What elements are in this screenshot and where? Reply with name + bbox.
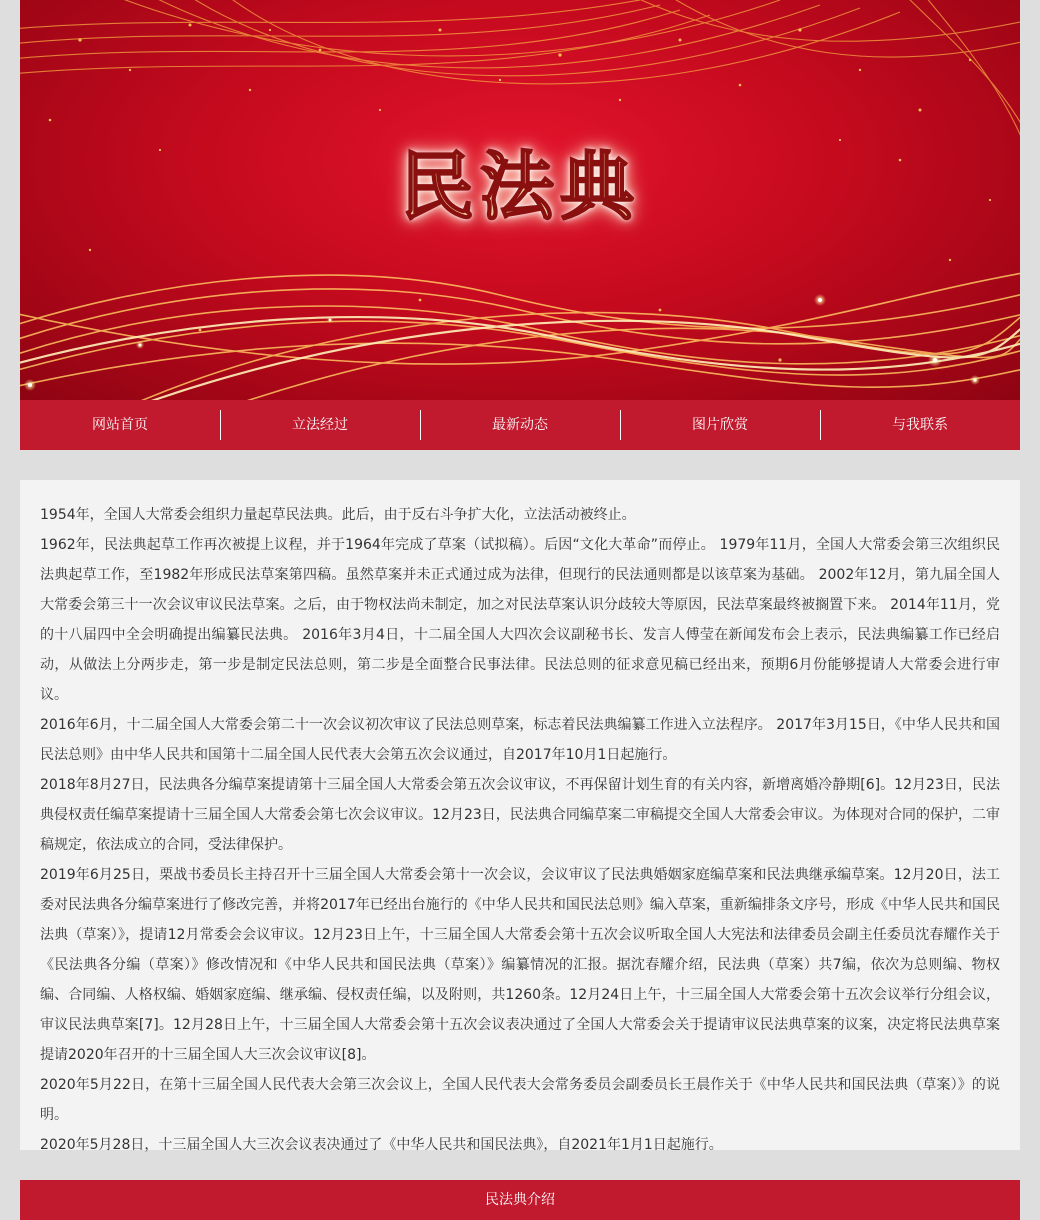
article-content [20,480,1020,1153]
article-paragraph: 2016年6月，十二届全国人大常委会第二十一次会议初次审议了民法总则草案，标志着民法典编纂工作进入立法程序。 2017年3月15日，《中华人民共和国民法总则》由中华人民共和国第十二届全国人民代表大会第五次会议通过，自2017年10月1日起施行。 [40,717,1000,763]
banner [20,0,1020,400]
nav-item-legislation[interactable]: 立法经过 [220,400,420,450]
article-paragraph: 2020年5月28日，十三届全国人大三次会议表决通过了《中华人民共和国民法典》，自2021年1月1日起施行。 [40,1137,723,1153]
main-nav [20,400,1020,450]
nav-item-contact[interactable]: 与我联系 [820,400,1020,450]
article-paragraph: 1954年，全国人大常委会组织力量起草民法典。此后，由于反右斗争扩大化，立法活动被终止。 [40,507,636,523]
article-paragraph: 2018年8月27日，民法典各分编草案提请第十三届全国人大常委会第五次会议审议，不再保留计划生育的有关内容，新增离婚冷静期[6]。12月23日，民法典侵权责任编草案提请十三届全国人大常委会第七次会议审议。12月23日，民法典合同编草案二审稿提交全国人大常委会审议。为体现对合同的保护，二审稿规定，依法成立的合同，受法律保护。 [40,777,1000,853]
footer-bar: 民法典介绍 [20,1180,1020,1220]
article-paragraph: 2020年5月22日，在第十三届全国人民代表大会第三次会议上，全国人民代表大会常务委员会副委员长王晨作关于《中华人民共和国民法典（草案）》的说明。 [40,1077,1000,1123]
article-paragraph: 2019年6月25日，栗战书委员长主持召开十三届全国人大常委会第十一次会议，会议审议了民法典婚姻家庭编草案和民法典继承编草案。12月20日，法工委对民法典各分编草案进行了修改完善，并将2017年已经出台施行的《中华人民共和国民法总则》编入草案，重新编排条文序号，形成《中华人民共和国民法典（草案）》，提请12月常委会会议审议。12月23日上午，十三届全国人大常委会第十五次会议听取全国人大宪法和法律委员会副主任委员沈春耀作关于《民法典各分编（草案）》修改情况和《中华人民共和国民法典（草案）》编纂情况的汇报。据沈春耀介绍，民法典（草案）共7编，依次为总则编、物权编、合同编、人格权编、婚姻家庭编、继承编、侵权责任编，以及附则，共1260条。12月24日上午，十三届全国人大常委会第十五次会议举行分组会议，审议民法典草案[7]。12月28日上午，十三届全国人大常委会第十五次会议表决通过了全国人大常委会关于提请审议民法典草案的议案，决定将民法典草案提请2020年召开的十三届全国人大三次会议审议[8]。 [40,867,1000,1063]
nav-item-gallery[interactable]: 图片欣赏 [620,400,820,450]
article-paragraph: 1962年，民法典起草工作再次被提上议程，并于1964年完成了草案（试拟稿）。后因“文化大革命”而停止。 1979年11月，全国人大常委会第三次组织民法典起草工作，至1982年形成民法草案第四稿。虽然草案并未正式通过成为法律，但现行的民法通则都是以该草案为基础。 2002年12月，第九届全国人大常委会第三十一次会议审议民法草案。之后，由于物权法尚未制定，加之对民法草案认识分歧较大等原因，民法草案最终被搁置下来。 2014年11月，党的十八届四中全会明确提出编纂民法典。 2016年3月4日，十二届全国人大四次会议副秘书长、发言人傅莹在新闻发布会上表示，民法典编纂工作已经启动，从做法上分两步走，第一步是制定民法总则，第二步是全面整合民事法律。民法总则的征求意见稿已经出来，预期6月份能够提请人大常委会进行审议。 [40,537,1000,703]
nav-item-home[interactable]: 网站首页 [92,417,148,433]
banner-title: 民法典 [400,144,640,230]
nav-item-news[interactable]: 最新动态 [420,400,620,450]
